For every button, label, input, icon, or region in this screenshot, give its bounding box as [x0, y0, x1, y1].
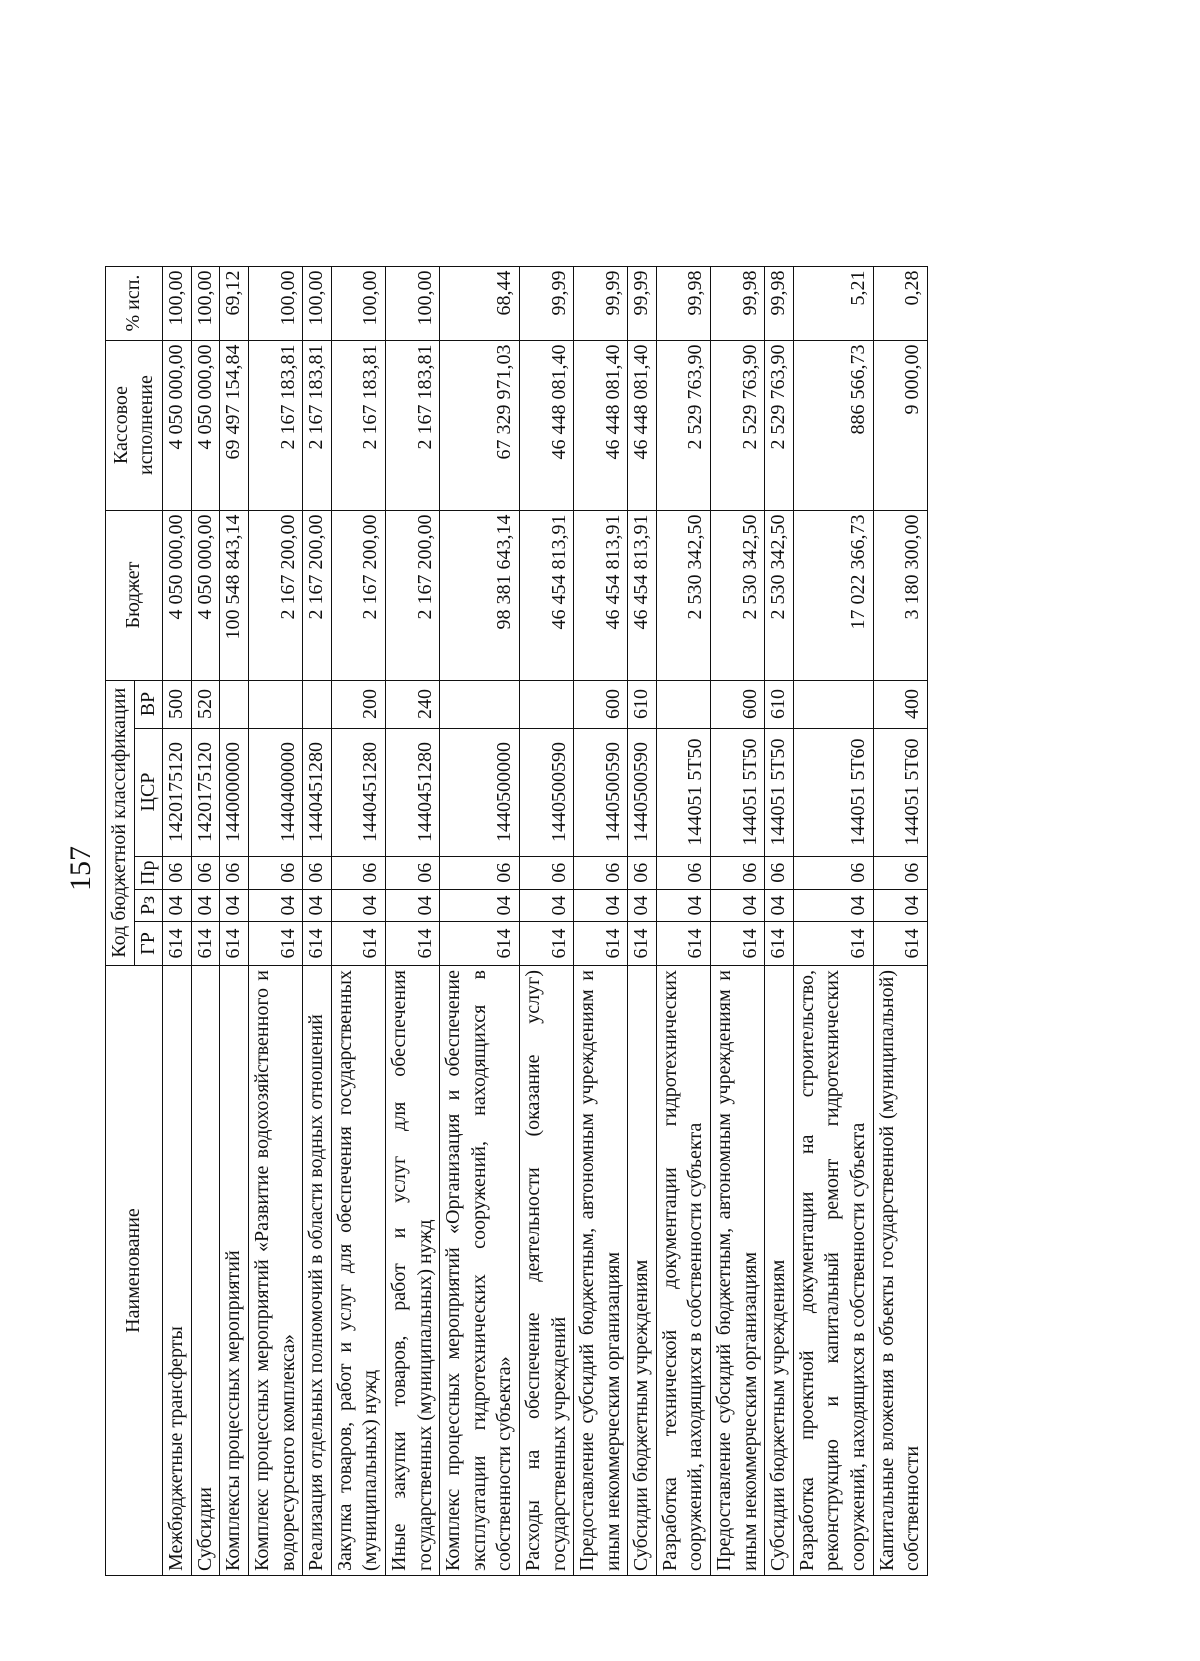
cell-gr: 614 — [331, 922, 385, 966]
cell-gr: 614 — [220, 922, 249, 966]
cell-gr: 614 — [793, 922, 873, 966]
table-row — [163, 266, 192, 1575]
cell-budget: 2 530 342,50 — [711, 510, 765, 680]
cell-gr: 614 — [440, 922, 520, 966]
cell-rz: 04 — [656, 890, 710, 922]
cell-gr: 614 — [711, 922, 765, 966]
cell-cash: 2 529 763,90 — [656, 340, 710, 510]
cell-rz: 04 — [191, 890, 220, 922]
header-pr: Пр — [134, 856, 163, 889]
cell-vr — [793, 680, 873, 728]
table-row — [440, 266, 520, 1575]
cell-cash: 886 566,73 — [793, 340, 873, 510]
cell-percent: 99,98 — [711, 266, 765, 340]
budget-table — [105, 266, 928, 1576]
cell-rz: 04 — [163, 890, 192, 922]
cell-name: Комплекс процессных мероприятий «Развитие водохозяйственного и водоресурсного комплекса» — [248, 966, 302, 1576]
cell-budget: 46 454 813,91 — [628, 510, 657, 680]
cell-pr: 06 — [656, 856, 710, 889]
cell-csr: 144051 5Т50 — [765, 728, 794, 856]
table-row — [385, 266, 439, 1575]
cell-cash: 46 448 081,40 — [628, 340, 657, 510]
cell-vr: 610 — [628, 680, 657, 728]
cell-name: Разработка технической документации гидротехнических сооружений, находящихся в собственности субъекта — [656, 966, 710, 1576]
table-row — [793, 266, 873, 1575]
cell-gr: 614 — [303, 922, 332, 966]
table-row — [711, 266, 765, 1575]
cell-name: Субсидии — [191, 966, 220, 1576]
cell-cash: 67 329 971,03 — [440, 340, 520, 510]
table-header — [106, 266, 163, 1575]
cell-pr: 06 — [765, 856, 794, 889]
cell-percent: 5,21 — [793, 266, 873, 340]
cell-csr: 144051 5Т50 — [711, 728, 765, 856]
cell-cash: 2 167 183,81 — [303, 340, 332, 510]
cell-vr: 610 — [765, 680, 794, 728]
cell-name: Предоставление субсидий бюджетным, автономным учреждениям и иным некоммерческим организациям — [574, 966, 628, 1576]
cell-rz: 04 — [385, 890, 439, 922]
cell-percent: 100,00 — [303, 266, 332, 340]
cell-pr: 06 — [163, 856, 192, 889]
cell-budget: 46 454 813,91 — [519, 510, 573, 680]
cell-pr: 06 — [248, 856, 302, 889]
cell-rz: 04 — [711, 890, 765, 922]
cell-cash: 46 448 081,40 — [519, 340, 573, 510]
table-row — [656, 266, 710, 1575]
cell-vr — [656, 680, 710, 728]
header-rz: Рз — [134, 890, 163, 922]
table-row — [248, 266, 302, 1575]
cell-gr: 614 — [163, 922, 192, 966]
cell-budget: 2 167 200,00 — [331, 510, 385, 680]
cell-vr: 520 — [191, 680, 220, 728]
cell-pr: 06 — [331, 856, 385, 889]
header-percent: % исп. — [106, 266, 163, 340]
cell-percent: 0,28 — [873, 266, 927, 340]
cell-pr: 06 — [793, 856, 873, 889]
cell-csr: 1440500590 — [628, 728, 657, 856]
cell-pr: 06 — [385, 856, 439, 889]
cell-cash: 2 167 183,81 — [385, 340, 439, 510]
cell-budget: 100 548 843,14 — [220, 510, 249, 680]
cell-rz: 04 — [873, 890, 927, 922]
cell-name: Реализация отдельных полномочий в области водных отношений — [303, 966, 332, 1576]
cell-pr: 06 — [220, 856, 249, 889]
cell-vr — [303, 680, 332, 728]
cell-vr: 240 — [385, 680, 439, 728]
cell-csr: 144051 5Т50 — [656, 728, 710, 856]
cell-name: Комплекс процессных мероприятий «Организация и обеспечение эксплуатации гидротехнических сооружений, находящихся в собственности субъекта» — [440, 966, 520, 1576]
cell-rz: 04 — [765, 890, 794, 922]
cell-csr: 1420175120 — [163, 728, 192, 856]
cell-budget: 2 167 200,00 — [385, 510, 439, 680]
cell-csr: 144051 5Т60 — [873, 728, 927, 856]
cell-cash: 2 167 183,81 — [248, 340, 302, 510]
cell-rz: 04 — [248, 890, 302, 922]
cell-rz: 04 — [793, 890, 873, 922]
cell-pr: 06 — [191, 856, 220, 889]
cell-rz: 04 — [574, 890, 628, 922]
header-cash-execution: Кассовое исполнение — [106, 340, 163, 510]
cell-pr: 06 — [628, 856, 657, 889]
cell-rz: 04 — [303, 890, 332, 922]
cell-vr — [519, 680, 573, 728]
cell-budget: 4 050 000,00 — [191, 510, 220, 680]
cell-rz: 04 — [440, 890, 520, 922]
cell-rz: 04 — [220, 890, 249, 922]
cell-csr: 1420175120 — [191, 728, 220, 856]
page-number: 157 — [64, 846, 97, 891]
cell-vr: 600 — [574, 680, 628, 728]
cell-budget: 2 530 342,50 — [765, 510, 794, 680]
cell-name: Межбюджетные трансферты — [163, 966, 192, 1576]
cell-csr: 1440451280 — [331, 728, 385, 856]
cell-cash: 2 167 183,81 — [331, 340, 385, 510]
cell-cash: 2 529 763,90 — [711, 340, 765, 510]
cell-percent: 68,44 — [440, 266, 520, 340]
cell-percent: 100,00 — [163, 266, 192, 340]
cell-vr — [220, 680, 249, 728]
cell-gr: 614 — [248, 922, 302, 966]
cell-vr: 200 — [331, 680, 385, 728]
table-row — [303, 266, 332, 1575]
header-code-group: Код бюджетной классификации — [106, 680, 135, 965]
cell-percent: 69,12 — [220, 266, 249, 340]
cell-pr: 06 — [873, 856, 927, 889]
cell-cash: 46 448 081,40 — [574, 340, 628, 510]
cell-csr: 1440451280 — [385, 728, 439, 856]
header-vr: ВР — [134, 680, 163, 728]
cell-pr: 06 — [519, 856, 573, 889]
cell-gr: 614 — [656, 922, 710, 966]
cell-gr: 614 — [574, 922, 628, 966]
cell-name: Субсидии бюджетным учреждениям — [765, 966, 794, 1576]
table-row — [519, 266, 573, 1575]
table-body — [163, 266, 928, 1575]
cell-name: Закупка товаров, работ и услуг для обеспечения государственных (муниципальных) нужд — [331, 966, 385, 1576]
cell-cash: 4 050 000,00 — [191, 340, 220, 510]
cell-name: Капитальные вложения в объекты государственной (муниципальной) собственности — [873, 966, 927, 1576]
cell-rz: 04 — [519, 890, 573, 922]
table-row — [873, 266, 927, 1575]
cell-name: Иные закупки товаров, работ и услуг для обеспечения государственных (муниципальных) нужд — [385, 966, 439, 1576]
cell-budget: 2 167 200,00 — [248, 510, 302, 680]
cell-percent: 99,99 — [628, 266, 657, 340]
cell-percent: 100,00 — [248, 266, 302, 340]
cell-percent: 100,00 — [191, 266, 220, 340]
cell-budget: 2 530 342,50 — [656, 510, 710, 680]
cell-csr: 1440500590 — [574, 728, 628, 856]
cell-percent: 99,98 — [765, 266, 794, 340]
cell-budget: 2 167 200,00 — [303, 510, 332, 680]
cell-csr: 1440000000 — [220, 728, 249, 856]
cell-name: Предоставление субсидий бюджетным, автономным учреждениям и иным некоммерческим организациям — [711, 966, 765, 1576]
cell-gr: 614 — [191, 922, 220, 966]
cell-cash: 4 050 000,00 — [163, 340, 192, 510]
cell-name: Расходы на обеспечение деятельности (оказание услуг) государственных учреждений — [519, 966, 573, 1576]
cell-csr: 1440500590 — [519, 728, 573, 856]
cell-pr: 06 — [574, 856, 628, 889]
table-row — [331, 266, 385, 1575]
cell-pr: 06 — [440, 856, 520, 889]
table-row — [628, 266, 657, 1575]
cell-percent: 99,99 — [574, 266, 628, 340]
cell-percent: 100,00 — [331, 266, 385, 340]
cell-csr: 144051 5Т60 — [793, 728, 873, 856]
cell-name: Субсидии бюджетным учреждениям — [628, 966, 657, 1576]
cell-budget: 17 022 366,73 — [793, 510, 873, 680]
cell-pr: 06 — [711, 856, 765, 889]
cell-rz: 04 — [331, 890, 385, 922]
cell-budget: 98 381 643,14 — [440, 510, 520, 680]
header-name: Наименование — [106, 966, 163, 1576]
cell-budget: 3 180 300,00 — [873, 510, 927, 680]
cell-cash: 2 529 763,90 — [765, 340, 794, 510]
cell-gr: 614 — [385, 922, 439, 966]
table-row — [220, 266, 249, 1575]
cell-vr — [440, 680, 520, 728]
cell-name: Разработка проектной документации на строительство, реконструкцию и капитальный ремонт гидротехнических сооружений, находящихся в собственности субъекта — [793, 966, 873, 1576]
table-row — [574, 266, 628, 1575]
cell-vr — [248, 680, 302, 728]
cell-gr: 614 — [765, 922, 794, 966]
header-gr: ГР — [134, 922, 163, 966]
cell-csr: 1440400000 — [248, 728, 302, 856]
cell-csr: 1440500000 — [440, 728, 520, 856]
table-row — [191, 266, 220, 1575]
cell-vr: 600 — [711, 680, 765, 728]
header-csr: ЦСР — [134, 728, 163, 856]
header-budget: Бюджет — [106, 510, 163, 680]
cell-gr: 614 — [873, 922, 927, 966]
cell-pr: 06 — [303, 856, 332, 889]
cell-budget: 4 050 000,00 — [163, 510, 192, 680]
cell-vr: 400 — [873, 680, 927, 728]
cell-percent: 99,99 — [519, 266, 573, 340]
cell-vr: 500 — [163, 680, 192, 728]
cell-percent: 99,98 — [656, 266, 710, 340]
cell-rz: 04 — [628, 890, 657, 922]
cell-cash: 9 000,00 — [873, 340, 927, 510]
cell-budget: 46 454 813,91 — [574, 510, 628, 680]
table-row — [765, 266, 794, 1575]
cell-name: Комплексы процессных мероприятий — [220, 966, 249, 1576]
cell-percent: 100,00 — [385, 266, 439, 340]
cell-cash: 69 497 154,84 — [220, 340, 249, 510]
cell-gr: 614 — [628, 922, 657, 966]
cell-gr: 614 — [519, 922, 573, 966]
cell-csr: 1440451280 — [303, 728, 332, 856]
